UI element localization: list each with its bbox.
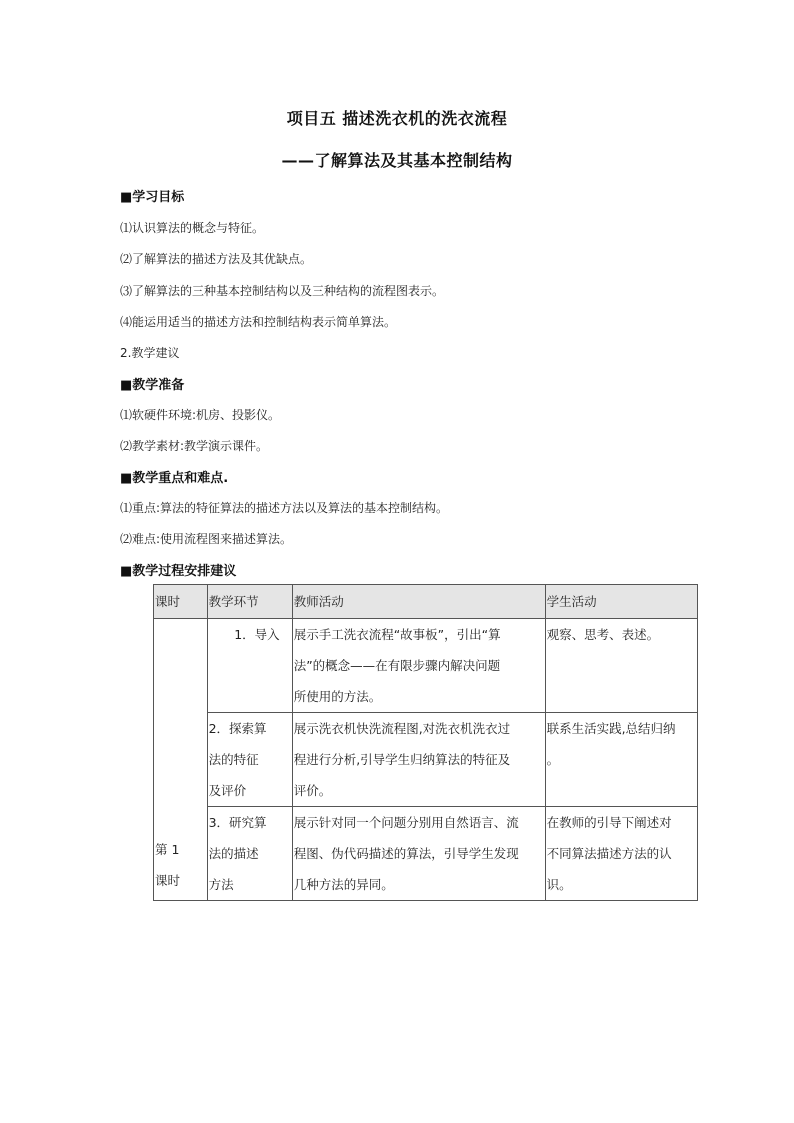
header-student-activity: 学生活动 — [545, 585, 697, 619]
period-cell: 第 1 课时 — [154, 619, 208, 901]
section-heading-prep: ■教学准备 — [120, 378, 185, 393]
prep-item: ⑴软硬件环境:机房、投影仪。 — [120, 408, 281, 422]
section-heading-process: ■教学过程安排建议 — [120, 564, 237, 579]
table-header-row — [154, 585, 698, 619]
student-activity-cell: 在教师的引导下阐述对 不同算法描述方法的认 识。 — [545, 807, 697, 901]
focus-item: ⑵难点:使用流程图来描述算法。 — [120, 532, 293, 546]
document-title: 项目五 描述洗衣机的洗衣流程 — [286, 109, 508, 128]
stage-cell: 2．探索算 法的特征 及评价 — [207, 713, 292, 807]
header-teacher-activity: 教师活动 — [292, 585, 545, 619]
focus-item: ⑴重点:算法的特征算法的描述方法以及算法的基本控制结构。 — [120, 501, 449, 515]
header-period: 课时 — [154, 585, 208, 619]
teacher-activity-cell: 展示针对同一个问题分别用自然语言、流 程图、伪代码描述的算法，引导学生发现 几种方法的异同。 — [292, 807, 545, 901]
teacher-activity-cell: 展示洗衣机快洗流程图,对洗衣机洗衣过 程进行分析,引导学生归纳算法的特征及 评价。 — [292, 713, 545, 807]
document-subtitle: ——了解算法及其基本控制结构 — [281, 151, 513, 170]
section-heading-focus: ■教学重点和难点. — [120, 471, 229, 486]
teacher-activity-cell: 展示手工洗衣流程“故事板”，引出“算 法”的概念——在有限步骤内解决问题 所使用的方法。 — [292, 619, 545, 713]
table-row — [154, 713, 698, 807]
student-activity-cell: 观察、思考、表述。 — [545, 619, 697, 713]
goal-item: ⑵了解算法的描述方法及其优缺点。 — [120, 252, 313, 266]
goal-item: ⑷能运用适当的描述方法和控制结构表示简单算法。 — [120, 315, 397, 329]
teaching-suggestion-heading: 2.教学建议 — [120, 346, 180, 360]
stage-cell: 1．导入 — [207, 619, 292, 713]
lesson-plan-table — [153, 584, 698, 901]
section-heading-goals: ■学习目标 — [120, 190, 185, 205]
header-stage: 教学环节 — [207, 585, 292, 619]
stage-cell: 3．研究算 法的描述 方法 — [207, 807, 292, 901]
student-activity-cell: 联系生活实践,总结归纳 。 — [545, 713, 697, 807]
prep-item: ⑵教学素材:教学演示课件。 — [120, 439, 269, 453]
goal-item: ⑶了解算法的三种基本控制结构以及三种结构的流程图表示。 — [120, 284, 445, 298]
table-row — [154, 807, 698, 901]
table-row — [154, 619, 698, 713]
goal-item: ⑴认识算法的概念与特征。 — [120, 221, 265, 235]
